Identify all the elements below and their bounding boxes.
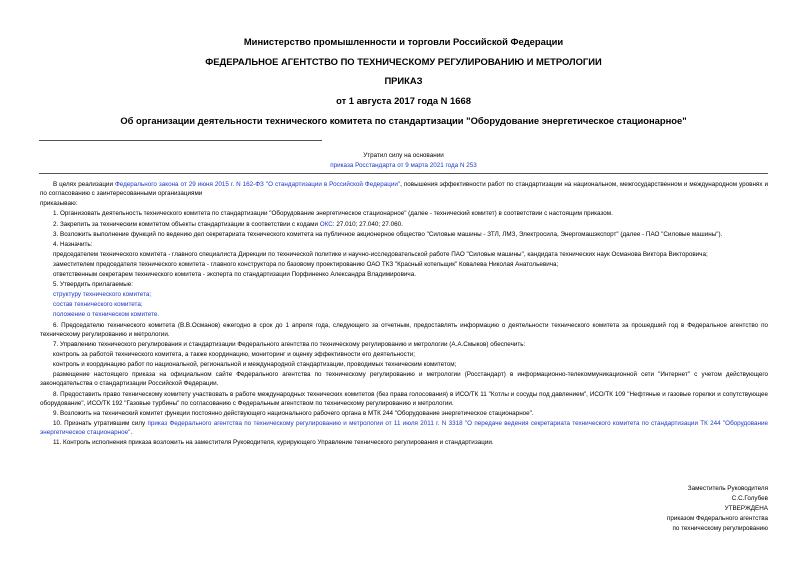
paragraph-4-secretary: ответственным секретарем технического комитета - эксперта по стандартизации Порфиненко Александра Владимировича.	[53, 271, 416, 279]
paragraph-7-publication: размещение настоящего приказа на официальном сайте Федерального агентства по техническому регулированию и метрологии (Росстандарт) в информационно-телекоммуникационной сети "Интернет" с учетом действующего законодательства о стандартизации Российской Федерации.	[40, 371, 768, 388]
approved-agency: по техническому регулированию	[672, 524, 768, 532]
repealed-order-link[interactable]: приказ Федерального агентства по техническому регулированию и метрологии от 11 июля 2011 г. N 3318 "О передаче ведения секретариата технического комитета по стандартизации ТК 244 "Оборудование энергетическое стационарное"	[40, 420, 768, 437]
signature-block	[667, 484, 768, 534]
paragraph-8: 8. Предоставить право техническому комитету участвовать в работе международных технических комитетов (без права голосования) в ИСО/ТК 11 "Котлы и сосуды под давлением", ИСО/ТК 109 "Нефтяные и газовые горелки и сопутствующее оборудование", ИСО/ТК 192 "Газовые турбины" по согласованию с Федеральным агентством по техническому регулированию и метрологии.	[40, 390, 768, 407]
repeal-notice-link[interactable]: приказа Росстандарта от 9 марта 2021 года N 253	[330, 162, 477, 169]
document-date-number: от 1 августа 2017 года N 1668	[336, 95, 471, 106]
oks-link[interactable]: ОКС	[319, 220, 333, 228]
paragraph-3: 3. Возложить выполнение функций по ведению дел секретариата технического комитета на публичное акционерное общество "Силовые машины - ЗТЛ, ЛМЗ, Электросила, Энергомашэкспорт" (далее - ПАО "Силовые машины").	[53, 230, 723, 238]
separator-line	[39, 173, 768, 174]
paragraph-6: 6. Председателю технического комитета (В.В.Османов) ежегодно в срок до 1 апреля года, следующего за отчетным, предоставлять информацию о деятельности технического комитета за прошедший год в Федеральное агентство по техническому регулированию и метрологии.	[40, 321, 768, 338]
approved-by-order: приказом Федерального агентства	[666, 514, 768, 522]
document-body	[40, 180, 768, 449]
structure-link[interactable]: структуру технического комитета;	[53, 291, 152, 299]
paragraph-7-coordination: контроль и координацию работ по национальной, региональной и международной стандартизации, проводимых техническим комитетом;	[53, 361, 457, 369]
signer-name: С.С.Голубев	[731, 494, 768, 502]
paragraph-1: 1. Организовать деятельность технического комитета по стандартизации "Оборудование энергетическое стационарное" (далее - технический комитет) в соответствии с настоящим приказом.	[53, 210, 613, 218]
paragraph-4-chairman: председателем технического комитета - главного специалиста Дирекции по технической политике и научно-исследовательской работе ПАО "Силовые машины", кандидата технических наук Османова Виктора Викторовича;	[53, 250, 708, 258]
document-title: Об организации деятельности технического комитета по стандартизации "Оборудование энергетическое стационарное"	[120, 115, 687, 126]
document-type: ПРИКАЗ	[384, 75, 423, 86]
regulation-link[interactable]: положение о техническом комитете.	[53, 311, 160, 319]
paragraph-10: 10. Признать утратившим силу приказ Федерального агентства по техническому регулированию и метрологии от 11 июля 2011 г. N 3318 "О передаче ведения секретариата технического комитета по стандартизации ТК 244 "Оборудование энергетическое стационарное".	[40, 420, 768, 437]
paragraph-7-control: контроль за работой технического комитета, а также координацию, мониторинг и оценку эффективности его деятельности;	[53, 351, 415, 358]
approved-label: УТВЕРЖДЕНА	[724, 504, 768, 512]
intro-paragraph: В целях реализации Федерального закона от 29 июня 2015 г. N 162-ФЗ "О стандартизации в Российской Федерации", повышения эффективности работ по стандартизации на национальном, межгосударственном и международном уровнях и по согласованию с заинтересованными организациями	[40, 181, 768, 198]
order-word: приказываю:	[40, 200, 78, 208]
federal-law-link[interactable]: Федерального закона от 29 июня 2015 г. N 162-ФЗ "О стандартизации в Российской Федерации"	[114, 181, 401, 188]
ministry-name: Министерство промышленности и торговли Российской Федерации	[243, 36, 564, 47]
agency-name: ФЕДЕРАЛЬНОЕ АГЕНТСТВО ПО ТЕХНИЧЕСКОМУ РЕГУЛИРОВАНИЮ И МЕТРОЛОГИИ	[205, 56, 602, 67]
paragraph-2: 2. Закрепить за техническим комитетом объекты стандартизации в соответствии с кодами ОКС: 27.010; 27.040; 27.060.	[53, 220, 403, 228]
paragraph-7: 7. Управлению технического регулирования и стандартизации Федерального агентства по техническому регулированию и метрологии (А.А.Смыков) обеспечить:	[53, 340, 526, 348]
paragraph-5: 5. Утвердить прилагаемые:	[53, 281, 133, 289]
composition-link[interactable]: состав технического комитета;	[53, 301, 143, 309]
paragraph-4: 4. Назначить:	[53, 240, 93, 248]
repeal-notice-text: Утратил силу на основании	[363, 152, 444, 159]
paragraph-4-deputy: заместителем председателя технического комитета - главного конструктора по базовому проектированию ОАО ТКЗ "Красный котельщик" Ковалева Николая Анатольевича;	[53, 260, 559, 268]
paragraph-9: 9. Возложить на технический комитет функции постоянно действующего национального рабочего органа в МТК 244 "Оборудование энергетическое стационарное".	[53, 409, 534, 417]
paragraph-11: 11. Контроль исполнения приказа возложить на заместителя Руководителя, курирующего Управление технического регулирования и стандартизации.	[53, 439, 494, 447]
separator-line	[39, 140, 322, 141]
signer-position: Заместитель Руководителя	[687, 485, 768, 492]
